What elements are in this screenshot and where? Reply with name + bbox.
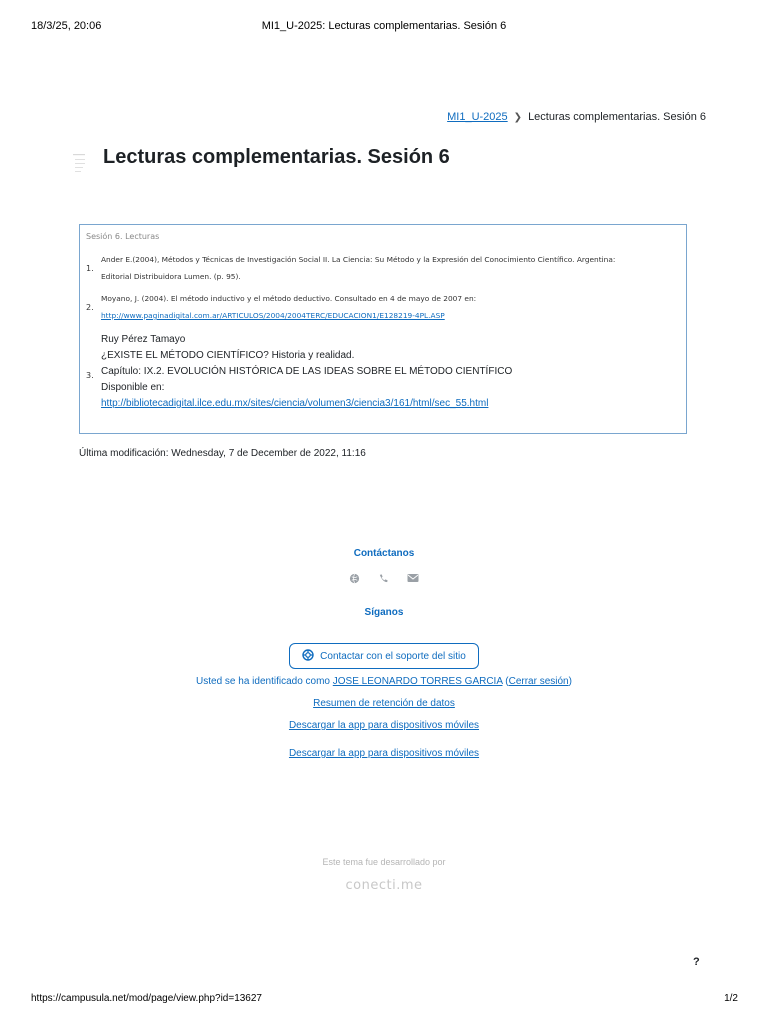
contact-icons: [0, 573, 768, 584]
reference-3-link[interactable]: http://bibliotecadigital.ilce.edu.mx/sites/ciencia/volumen3/ciencia3/161/html/sec_55.html: [101, 398, 489, 409]
help-button[interactable]: ?: [693, 956, 700, 968]
mobile-app-link-2[interactable]: Descargar la app para dispositivos móviles: [288, 748, 480, 759]
logged-in-prefix: Usted se ha identificado como: [196, 676, 330, 687]
print-header: [0, 20, 768, 34]
reference-3-author: Ruy Pérez Tamayo: [101, 334, 186, 345]
print-url: https://campusula.net/mod/page/view.php?id=13627: [31, 993, 262, 1004]
life-ring-icon: [302, 649, 314, 664]
reference-1-line1: Ander E.(2004), Métodos y Técnicas de Investigación Social II. La Ciencia: Su Método y la Expresión del Conocimiento Científico. Argentina:: [101, 255, 616, 264]
print-doc-title: MI1_U-2025: Lecturas complementarias. Sesión 6: [261, 20, 507, 32]
breadcrumb-course-link[interactable]: MI1_U-2025: [447, 111, 508, 123]
phone-icon[interactable]: [378, 573, 389, 584]
print-footer: [0, 993, 768, 1007]
contact-heading: Contáctanos: [353, 548, 415, 559]
reference-2-link[interactable]: http://www.paginadigital.com.ar/ARTICULOS/2004/2004TERC/EDUCACION1/E128219-4PL.ASP: [101, 311, 445, 320]
content-caption: Sesión 6. Lecturas: [86, 232, 160, 241]
follow-heading: Síganos: [364, 607, 404, 618]
reference-3: [101, 332, 685, 412]
user-profile-link[interactable]: JOSE LEONARDO TORRES GARCIA: [332, 676, 503, 687]
last-modified: Última modificación: Wednesday, 7 de December de 2022, 11:16: [79, 448, 366, 459]
reference-1: [101, 251, 685, 285]
envelope-icon[interactable]: [407, 573, 419, 584]
chevron-right-icon: ❯: [513, 111, 523, 123]
logout-open-paren: (: [505, 676, 509, 687]
reference-3-chapter: Capítulo: IX.2. EVOLUCIÓN HISTÓRICA DE LAS IDEAS SOBRE EL MÉTODO CIENTÍFICO: [101, 366, 513, 377]
breadcrumb: [447, 111, 706, 123]
reference-2-line1: Moyano, J. (2004). El método inductivo y el método deductivo. Consultado en 4 de mayo de 2007 en:: [101, 294, 477, 303]
page-title: Lecturas complementarias. Sesión 6: [103, 146, 450, 168]
reference-1-number: 1.: [86, 264, 94, 273]
data-retention-line: [0, 698, 768, 709]
contact-support-button[interactable]: [289, 643, 479, 669]
content-box: [79, 224, 687, 434]
page-document-icon: [72, 153, 88, 175]
logout-link[interactable]: Cerrar sesión: [508, 676, 569, 687]
theme-credit: Este tema fue desarrollado por: [322, 857, 446, 867]
reference-1-line2: Editorial Distribuidora Lumen. (p. 95).: [101, 272, 241, 281]
logged-in-info: [0, 676, 768, 687]
breadcrumb-current: Lecturas complementarias. Sesión 6: [528, 111, 706, 123]
reference-3-available: Disponible en:: [101, 382, 165, 393]
mobile-app-line-2: [0, 748, 768, 759]
data-retention-link[interactable]: Resumen de retención de datos: [313, 698, 455, 709]
print-datetime: 18/3/25, 20:06: [31, 20, 102, 32]
print-page-count: 1/2: [724, 993, 738, 1004]
support-button-label: Contactar con el soporte del sitio: [320, 650, 466, 662]
mobile-app-link-1[interactable]: Descargar la app para dispositivos móviles: [288, 720, 480, 731]
globe-icon[interactable]: [349, 573, 360, 584]
reference-2: [101, 290, 685, 324]
reference-2-number: 2.: [86, 303, 94, 312]
reference-3-title: ¿EXISTE EL MÉTODO CIENTÍFICO? Historia y realidad.: [101, 350, 355, 361]
reference-3-number: 3.: [86, 371, 94, 380]
mobile-app-line-1: [0, 720, 768, 731]
theme-brand-logo[interactable]: conecti.me: [345, 878, 423, 893]
logout-close-paren: ): [568, 676, 572, 687]
